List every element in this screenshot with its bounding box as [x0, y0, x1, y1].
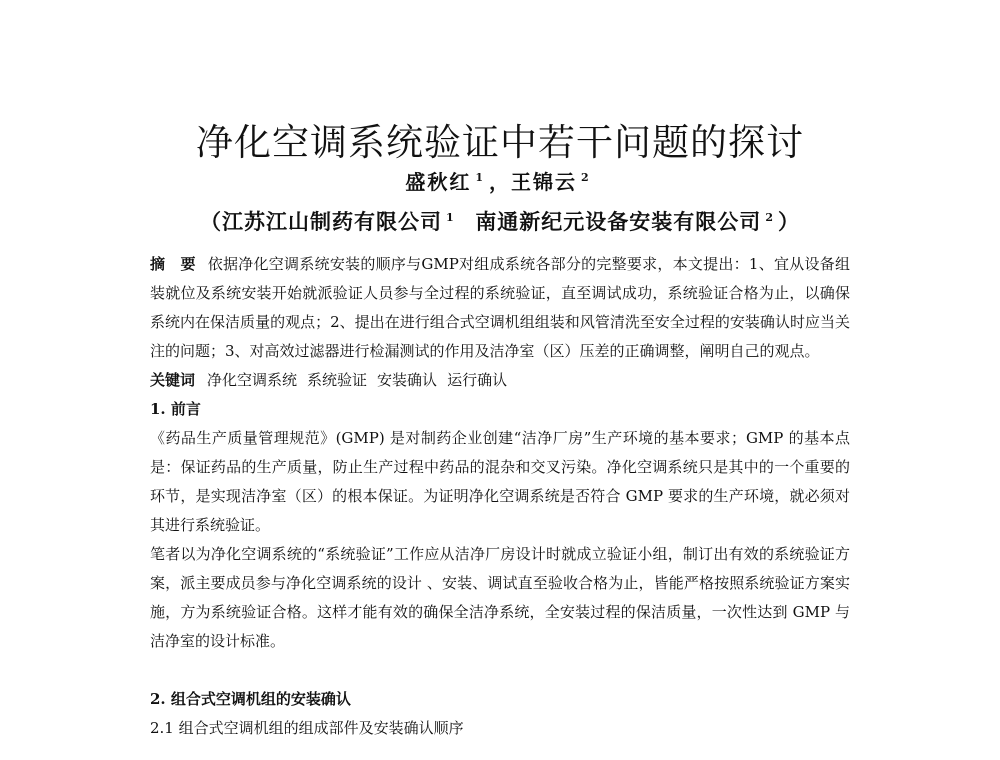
author-separator: ，: [489, 170, 511, 194]
author-line: [0, 166, 1000, 195]
author-1-affil-mark: 1: [475, 171, 485, 185]
affiliation-1-mark: 1: [446, 211, 455, 224]
author-1: 盛秋红: [405, 170, 472, 194]
keywords-label: 关键词: [150, 371, 196, 389]
affil-close-paren: ）: [777, 209, 800, 234]
keywords-block: [150, 366, 850, 395]
affiliation-2: 南通新纪元设备安装有限公司: [475, 209, 762, 234]
keyword-item: 安装确认: [377, 371, 438, 389]
section-1-heading: 1. 前言: [150, 400, 201, 418]
affil-open-paren: （: [200, 209, 223, 234]
affiliation-line: [0, 206, 1000, 236]
paper-title: 净化空调系统验证中若干问题的探讨: [196, 121, 804, 164]
abstract-label: 摘 要: [150, 255, 196, 273]
subsection-2-1-heading: 2.1 组合式空调机组的组成部件及安装确认顺序: [150, 719, 464, 737]
keyword-item: 系统验证: [307, 371, 368, 389]
section-spacer: [150, 656, 850, 685]
abstract-block: [150, 250, 850, 366]
section-2-heading: 2. 组合式空调机组的安装确认: [150, 690, 351, 708]
affiliation-2-mark: 2: [765, 211, 774, 224]
author-2-affil-mark: 2: [581, 171, 591, 185]
paper-body: [150, 250, 850, 743]
abstract-text: 依据净化空调系统安装的顺序与GMP对组成系统各部分的完整要求，本文提出：1、宜从设备组装就位及系统安装开始就派验证人员参与全过程的系统验证，直至调试成功，系统验证合格为止，以确保系统内在保洁质量的观点；2、提出在进行组合式空调机组组装和风管清洗至安全过程的安装确认时应当关注的问题；3、对高效过滤器进行检漏测试的作用及洁净室（区）压差的正确调整，阐明自己的观点。: [150, 255, 850, 360]
author-2: 王锦云: [511, 170, 577, 194]
section-1-paragraph-1: 《药品生产质量管理规范》(GMP) 是对制药企业创建“洁净厂房”生产环境的基本要求；GMP 的基本点是：保证药品的生产质量，防止生产过程中药品的混杂和交叉污染。净化空调系统只是其中的一个重要的环节，是实现洁净室（区）的根本保证。为证明净化空调系统是否符合 GMP 要求的生产环境，就必须对其进行系统验证。: [150, 429, 850, 534]
keyword-item: 运行确认: [447, 371, 508, 389]
keyword-item: 净化空调系统: [207, 371, 298, 389]
affiliation-1: 江苏江山制药有限公司: [222, 209, 443, 234]
section-1-paragraph-2: 笔者以为净化空调系统的“系统验证”工作应从洁净厂房设计时就成立验证小组，制订出有效的系统验证方案，派主要成员参与净化空调系统的设计 、安装、调试直至验收合格为止，皆能严格按照系统验证方案实施，方为系统验证合格。这样才能有效的确保全洁净系统，全安装过程的保洁质量，一次性达到 GMP 与洁净室的设计标准。: [150, 545, 850, 650]
